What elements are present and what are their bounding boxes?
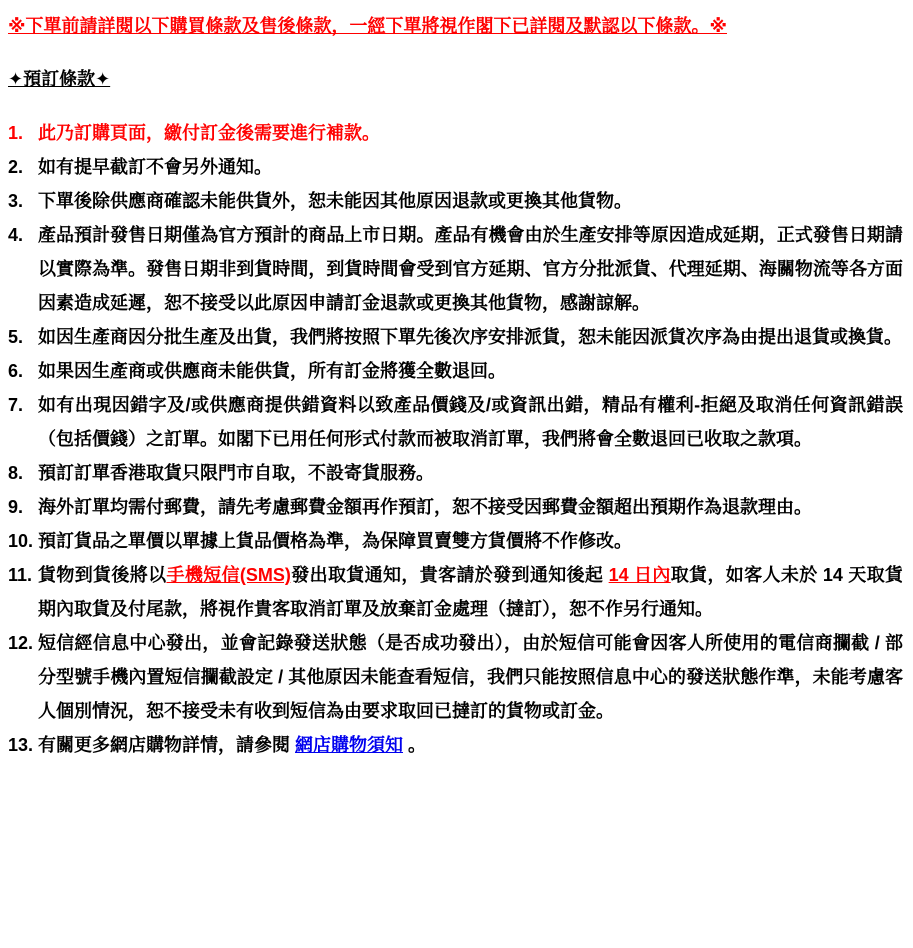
- term-item-12: [8, 626, 903, 728]
- term-item-5: [8, 320, 903, 354]
- term-number: 1.: [8, 123, 24, 143]
- term-item-7: [8, 388, 903, 456]
- term-number: 8.: [8, 463, 24, 483]
- term-text: [38, 456, 903, 490]
- term-text: [38, 388, 903, 456]
- term-number: 5.: [8, 327, 24, 347]
- term-number: 6.: [8, 361, 24, 381]
- term-item-13: [8, 728, 903, 762]
- section-title-preorder-terms: ✦預訂條款✦: [8, 69, 111, 89]
- term-number: 3.: [8, 191, 24, 211]
- term-text-segment: 14 日內: [608, 565, 671, 585]
- term-number: 11.: [8, 565, 33, 585]
- term-text-segment: 貨物到貨後將以: [38, 565, 167, 585]
- term-item-6: [8, 354, 903, 388]
- term-item-11: [8, 558, 903, 626]
- term-text: [38, 218, 903, 320]
- term-text-segment: 產品預計發售日期僅為官方預計的商品上市日期。產品有機會由於生產安排等原因造成延期，正式發售日期請以實際為準。發售日期非到貨時間，到貨時間會受到官方延期、官方分批派貨、代理延期、海關物流等各方面因素造成延遲，恕不接受以此原因申請訂金退款或更換其他貨物，感謝諒解。: [38, 225, 903, 313]
- term-text-segment: 此乃訂購頁面，繳付訂金後需要進行補款。: [38, 123, 380, 143]
- term-item-4: [8, 218, 903, 320]
- term-text: [38, 490, 903, 524]
- term-text-segment: 有關更多網店購物詳情，請參閱: [38, 735, 295, 755]
- term-text-segment: 如果因生產商或供應商未能供貨，所有訂金將獲全數退回。: [38, 361, 506, 381]
- term-item-8: [8, 456, 903, 490]
- term-text: [38, 320, 903, 354]
- term-number: 10.: [8, 531, 34, 551]
- term-number: 2.: [8, 157, 24, 177]
- term-text-segment: 如有提早截訂不會另外通知。: [38, 157, 272, 177]
- term-number: 13.: [8, 735, 34, 755]
- term-item-9: [8, 490, 903, 524]
- term-text: [38, 150, 903, 184]
- term-text-segment: 手機短信(SMS): [166, 565, 291, 585]
- term-text: [38, 558, 903, 626]
- term-number: 9.: [8, 497, 24, 517]
- term-item-10: [8, 524, 903, 558]
- terms-list: [8, 116, 903, 762]
- term-text-segment: 下單後除供應商確認未能供貨外，恕未能因其他原因退款或更換其他貨物。: [38, 191, 632, 211]
- term-text: [38, 524, 903, 558]
- term-text-segment: 如因生產商因分批生產及出貨，我們將按照下單先後次序安排派貨，恕未能因派貨次序為由提出退貨或換貨。: [38, 327, 902, 347]
- term-text: [38, 116, 903, 150]
- term-text-segment: 預訂貨品之單價以單據上貨品價格為準，為保障買賣雙方貨價將不作修改。: [38, 531, 632, 551]
- term-text: [38, 728, 903, 762]
- term-item-3: [8, 184, 903, 218]
- term-text-segment: 。: [403, 735, 427, 755]
- term-text-segment: 取貨，如客人未於 14 天取貨期內取貨及付尾款，將視作貴客取消訂單及放棄訂金處理（撻訂），恕不作另行通知。: [38, 565, 904, 619]
- term-text-segment: 短信經信息中心發出，並會記錄發送狀態（是否成功發出），由於短信可能會因客人所使用的電信商攔截 / 部分型號手機內置短信攔截設定 / 其他原因未能查看短信，我們只能按照信息中心的發送狀態作準，未能考慮客人個別情況，恕不接受未有收到短信為由要求取回已撻訂的貨物或訂金。: [38, 633, 903, 721]
- term-number: 4.: [8, 225, 24, 245]
- term-text-segment: 預訂訂單香港取貨只限門市自取，不設寄貨服務。: [38, 463, 434, 483]
- term-item-2: [8, 150, 903, 184]
- term-text: [38, 184, 903, 218]
- term-text-segment: 如有出現因錯字及/或供應商提供錯資料以致產品價錢及/或資訊出錯，精品有權利-拒絕及取消任何資訊錯誤（包括價錢）之訂單。如閣下已用任何形式付款而被取消訂單，我們將會全數退回已收取之款項。: [38, 395, 903, 449]
- term-text-segment: 海外訂單均需付郵費，請先考慮郵費金額再作預訂，恕不接受因郵費金額超出預期作為退款理由。: [38, 497, 812, 517]
- term-text-segment: 發出取貨通知，貴客請於發到通知後起: [290, 565, 609, 585]
- shop-guide-link[interactable]: 網店購物須知: [295, 735, 403, 755]
- term-number: 12.: [8, 633, 34, 653]
- term-number: 7.: [8, 395, 24, 415]
- term-text: [38, 354, 903, 388]
- purchase-notice-title: ※下單前請詳閱以下購買條款及售後條款，一經下單將視作閣下已詳閱及默認以下條款。※: [8, 16, 727, 36]
- term-text: [38, 626, 903, 728]
- term-item-1: [8, 116, 903, 150]
